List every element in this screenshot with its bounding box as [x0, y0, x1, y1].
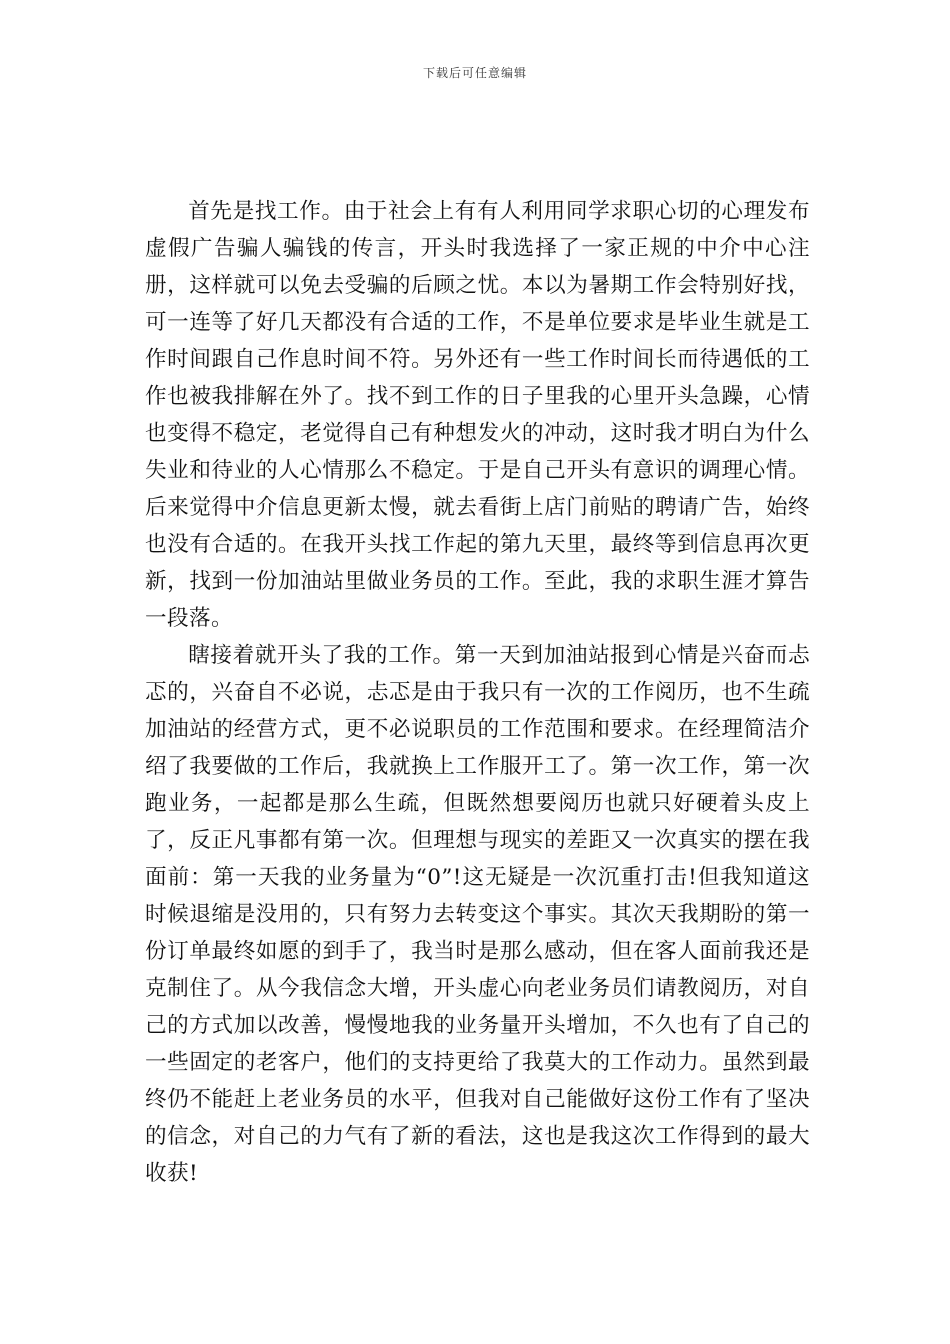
document-body [145, 193, 810, 1192]
paragraph-work-experience: 瞎接着就开头了我的工作。第一天到加油站报到心情是兴奋而忐忑的，兴奋自不必说，忐忑是由于我只有一次的工作阅历，也不生疏加油站的经营方式，更不必说职员的工作范围和要求。在经理简洁介绍了我要做的工作后，我就换上工作服开工了。第一次工作，第一次跑业务，一起都是那么生疏，但既然想要阅历也就只好硬着头皮上了，反正凡事都有第一次。但理想与现实的差距又一次真实的摆在我面前：第一天我的业务量为“0”!这无疑是一次沉重打击!但我知道这时候退缩是没用的，只有努力去转变这个事实。其次天我期盼的第一份订单最终如愿的到手了，我当时是那么感动，但在客人面前我还是克制住了。从今我信念大增，开头虚心向老业务员们请教阅历，对自己的方式加以改善，慢慢地我的业务量开头增加，不久也有了自己的一些固定的老客户，他们的支持更给了我莫大的工作动力。虽然到最终仍不能赶上老业务员的水平，但我对自己能做好这份工作有了坚决的信念，对自己的力气有了新的看法，这也是我这次工作得到的最大收获! [145, 643, 810, 1186]
paragraph-job-search: 首先是找工作。由于社会上有有人利用同学求职心切的心理发布虚假广告骗人骗钱的传言，开头时我选择了一家正规的中介中心注册，这样就可以免去受骗的后顾之忧。本以为暑期工作会特别好找，可一连等了好几天都没有合适的工作，不是单位要求是毕业生就是工作时间跟自己作息时间不符。另外还有一些工作时间长而待遇低的工作也被我排解在外了。找不到工作的日子里我的心里开头急躁，心情也变得不稳定，老觉得自己有种想发火的冲动，这时我才明白为什么失业和待业的人心情那么不稳定。于是自己开头有意识的调理心情。后来觉得中介信息更新太慢，就去看街上店门前贴的聘请广告，始终也没有合适的。在我开头找工作起的第九天里，最终等到信息再次更新，找到一份加油站里做业务员的工作。至此，我的求职生涯才算告一段落。 [145, 199, 810, 631]
header-note: 下载后可任意编辑 [422, 66, 527, 80]
